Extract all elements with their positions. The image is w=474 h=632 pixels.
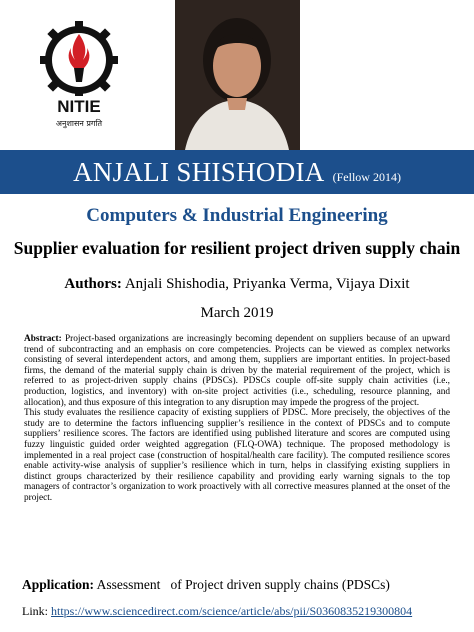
- publication-date: March 2019: [200, 305, 274, 321]
- nitie-logo: [38, 20, 120, 132]
- portrait-photo: [175, 0, 300, 150]
- logo-motto: अनुशासन प्रगति: [55, 119, 103, 128]
- authors-line: [0, 276, 474, 293]
- fellow-year: (Fellow 2014): [332, 170, 401, 184]
- application-label: Application:: [22, 577, 95, 592]
- abstract-text-1: Project-based organizations are increasingly becoming dependent on suppliers because of an upward trend of subcontracting and an emphasis on core competencies. Projects can be viewed as complex networks consisting of several interdependent actors, and among them, suppliers are important entities. In project-based firms, the demand of the material supply chain is driven by the material requirement of the project, which is referred to as project-driven supply chains (PDSCs). PDSCs couple off-site supply chain activities (i.e., production, logistics, and inventory) with on-site project activities (i.e., scheduling, resource planning, and allocation), and thus exposure of this integration to any disruption may impede the progress of the project.: [24, 334, 451, 408]
- application-line: [22, 577, 390, 593]
- abstract-para-1: [24, 334, 450, 408]
- paper-link[interactable]: https://www.sciencedirect.com/science/article/abs/pii/S0360835219300804: [51, 604, 413, 618]
- abstract-para-2: This study evaluates the resilience capacity of existing suppliers of PDSC. More precisely, the objectives of the study are to determine the factors influencing supplier’s resilience in the context of PDSCs and to compute suppliers’ resilience scores. The factors are identified using published literature and scores are computed using fuzzy linguistic guided order weighted aggregation (FLQ-OWA) technique. The proposed methodology is implemented in a real project case (construction of hospital/health care facility). The computed resilience scores enable activity-wise analysis of supplier’s resilience which in turn, helps in classifying existing suppliers in distinct groups characterized by their resilience capability and providing early warning signals to the top managers of contractor’s organization to work proactively with all corrective measures planned at the onset of the project.: [24, 408, 450, 503]
- journal-name: Computers & Industrial Engineering: [86, 205, 388, 226]
- person-name: ANJALI SHISHODIA: [73, 157, 325, 187]
- abstract-label: Abstract:: [24, 334, 62, 344]
- paper-title: Supplier evaluation for resilient project driven supply chain: [13, 238, 461, 258]
- authors-label: Authors:: [64, 276, 122, 292]
- link-line: [22, 604, 412, 619]
- name-banner: [0, 150, 474, 194]
- abstract: [24, 334, 450, 504]
- application-text: Assessment of Project driven supply chains (PDSCs): [96, 577, 390, 592]
- link-label: Link:: [22, 604, 48, 618]
- logo-text: NITIE: [57, 97, 101, 116]
- authors-names: Anjali Shishodia, Priyanka Verma, Vijaya Dixit: [124, 276, 410, 292]
